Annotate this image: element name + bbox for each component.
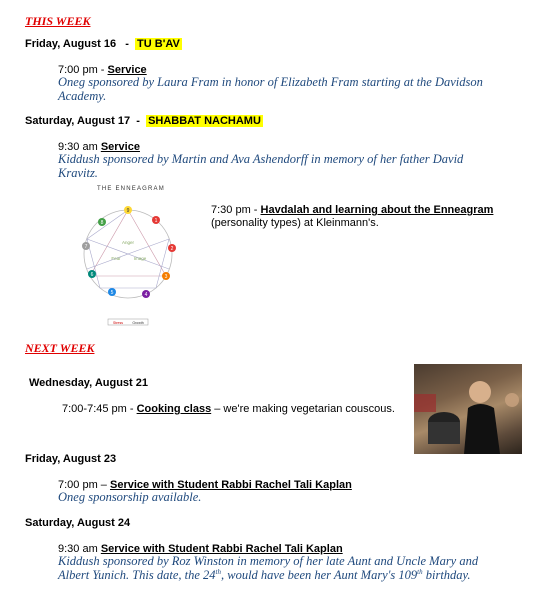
node-9-label: 9 [126, 208, 130, 214]
saturday-service-time: 9:30 am [58, 141, 98, 153]
friday-aug-23-service-link[interactable]: Service with Student Rabbi Rachel Tali Kaplan [109, 479, 352, 491]
kiddush-sup-2: th [417, 567, 423, 576]
cooking-pot-body [428, 422, 460, 444]
background-person [505, 393, 519, 407]
center-word-anger: Anger [121, 240, 135, 245]
friday-aug-23-time: 7:00 pm – [58, 479, 107, 491]
center-word-image: Image [133, 256, 147, 261]
node-8-label: 8 [100, 220, 104, 226]
footer-growth: Growth [132, 320, 144, 325]
saturday-aug-17-line [25, 115, 263, 127]
node-2-label: 2 [170, 246, 174, 252]
kiddush-text-part-2: , would have been her Aunt Mary's 109 [220, 568, 418, 582]
wednesday-aug-21-date: Wednesday, August 21 [29, 377, 148, 389]
node-1-label: 1 [154, 218, 158, 224]
havdalah-line [211, 204, 493, 216]
cooking-class-link[interactable]: Cooking class [136, 403, 212, 415]
cooking-photo-art [414, 364, 522, 454]
node-4-label: 4 [144, 292, 148, 298]
friday-aug-23-date: Friday, August 23 [25, 453, 117, 465]
saturday-aug-24-date: Saturday, August 24 [25, 517, 131, 529]
havdalah-time: 7:30 pm - [211, 204, 258, 216]
friday-oneg-sponsor: Oneg sponsored by Laura Fram in honor of Elizabeth Fram starting at the Davidson Academy. [58, 75, 483, 103]
friday-service-link[interactable]: Service [107, 64, 147, 76]
cooking-class-photo [414, 364, 522, 454]
friday-aug-23-oneg: Oneg sponsorship available. [58, 490, 202, 504]
kiddush-text-part-3: birthday. [422, 568, 471, 582]
saturday-aug-24-service-link[interactable]: Service with Student Rabbi Rachel Tali Kaplan [100, 543, 343, 555]
cooking-class-time: 7:00-7:45 pm - [62, 403, 134, 415]
havdalah-note: (personality types) at Kleinmann's. [211, 217, 379, 229]
friday-aug-16-date: Friday, August 16 [25, 38, 117, 50]
havdalah-link[interactable]: Havdalah and learning about the Enneagram [260, 204, 494, 216]
dash: - [125, 38, 129, 50]
next-week-heading: NEXT WEEK [25, 341, 95, 355]
this-week-heading: THIS WEEK [25, 14, 91, 28]
friday-aug-16-line [25, 38, 182, 50]
saturday-aug-24-time: 9:30 am [58, 543, 98, 555]
tu-bav-badge: TU B'AV [137, 38, 180, 50]
friday-service-time: 7:00 pm - [58, 64, 105, 76]
saturday-aug-17-date: Saturday, August 17 [25, 115, 131, 127]
node-6-label: 6 [90, 272, 94, 278]
cooking-class-line [62, 403, 395, 415]
shabbat-nachamu-badge: SHABBAT NACHAMU [148, 115, 261, 127]
enneagram-diagram [58, 182, 204, 328]
person-head [469, 381, 491, 403]
center-word-fear: Fear [111, 256, 121, 261]
dash: - [136, 115, 140, 127]
node-3-label: 3 [164, 274, 168, 280]
footer-stress: Stress [113, 320, 123, 325]
cooking-class-detail: – we're making vegetarian couscous. [214, 403, 395, 415]
background-shelf [414, 394, 436, 412]
person-body [464, 404, 500, 454]
node-5-label: 5 [110, 290, 114, 296]
saturday-aug-24-kiddush [58, 554, 508, 582]
saturday-kiddush-sponsor: Kiddush sponsored by Martin and Ava Ashendorff in memory of her father David Kravitz. [58, 152, 464, 180]
kiddush-sup-1: th [215, 567, 221, 576]
saturday-service-link[interactable]: Service [100, 141, 140, 153]
kiddush-text-part-1: Kiddush sponsored by Roz Winston in memory of her late Aunt and Uncle Mary and Albert Yunich. This date, the 24 [58, 554, 479, 582]
node-7-label: 7 [84, 244, 88, 250]
enneagram-image [58, 182, 204, 328]
enneagram-title: THE ENNEAGRAM [97, 186, 165, 192]
